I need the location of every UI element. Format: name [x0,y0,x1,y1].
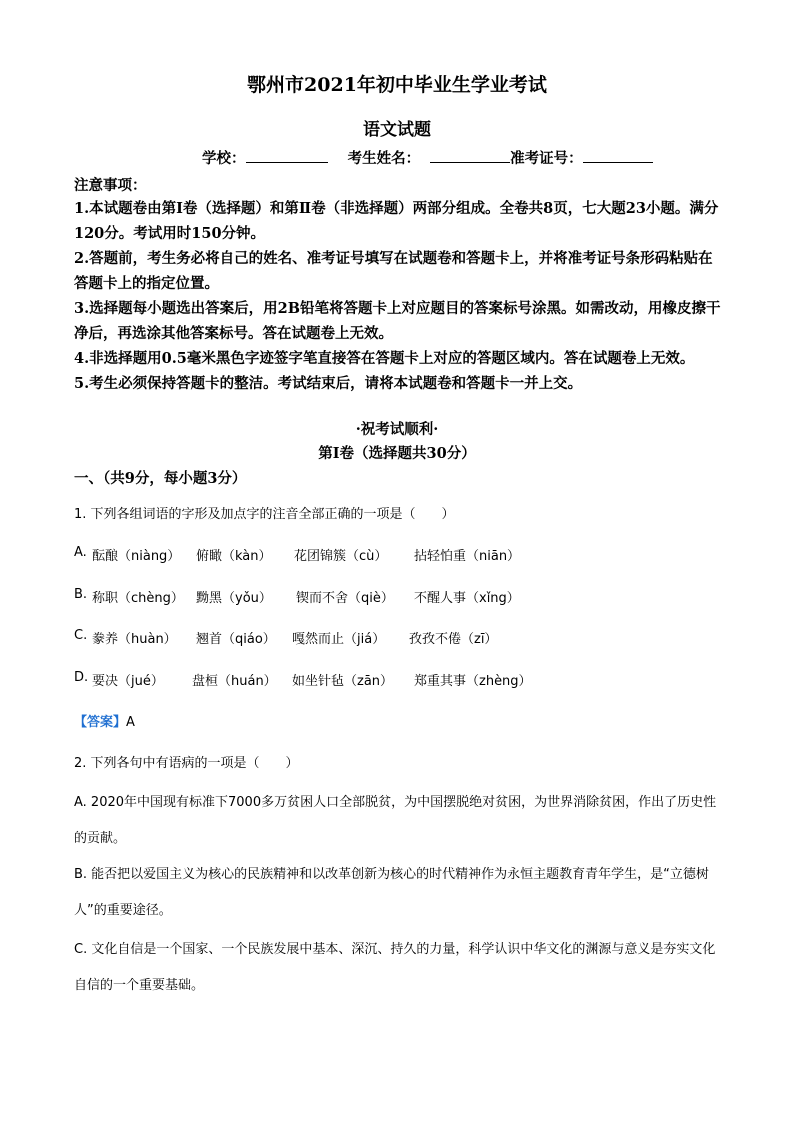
id-blank[interactable] [583,148,653,163]
exam-wish: ·祝考试顺利· [355,421,439,438]
option-word: 拈轻怕重（niān） [414,549,521,564]
option-word: 要决（jué） [92,674,164,689]
candidate-info-line [202,147,653,168]
name-blank[interactable] [430,148,510,163]
question-1-option-c [74,628,724,646]
option-word: 锲而不舍（qiè） [296,591,394,606]
question-1-answer [74,711,135,730]
notes-heading: 注意事项： [74,177,147,194]
note-item: 5.考生必须保持答题卡的整洁。考试结束后，请将本试题卷和答题卡一并上交。 [74,375,583,392]
option-word: 豢养（huàn） [92,632,177,647]
option-label: C. [74,628,88,643]
option-word: 如坐针毡（zān） [292,674,394,689]
option-word: 俯瞰（kàn） [196,549,272,564]
exam-subtitle: 语文试题 [363,120,431,140]
option-label: B. [74,587,88,602]
answer-tag: 【答案】 [74,715,127,730]
exam-title: 鄂州市2021年初中毕业生学业考试 [247,74,547,96]
school-blank[interactable] [246,148,328,163]
option-word: 花团锦簇（cù） [294,549,388,564]
option-word: 翘首（qiáo） [196,632,276,647]
question-2-option-c: C. 文化自信是一个国家、一个民族发展中基本、深沉、持久的力量，科学认识中华文化的渊源与意义是夯实文化自信的一个重要基础。 [74,942,716,993]
question-2-option-b: B. 能否把以爱国主义为核心的民族精神和以改革创新为核心的时代精神作为永恒主题教育青年学生，是“立德树人”的重要途径。 [74,867,709,918]
option-word: 嘎然而止（jiá） [292,632,386,647]
option-word: 称职（chèng） [92,591,184,606]
question-1-option-b [74,587,724,605]
question-2-stem: 2. 下列各句中有语病的一项是（ ） [74,756,299,771]
question-1-option-d [74,670,724,688]
question-1-stem: 1. 下列各组词语的字形及加点字的注音全部正确的一项是（ ） [74,507,455,522]
note-item: 1.本试题卷由第Ⅰ卷（选择题）和第Ⅱ卷（非选择题）两部分组成。全卷共8页，七大题23小题。满分120分。考试用时150分钟。 [74,200,719,242]
option-word: 黝黑（yǒu） [196,591,272,606]
note-item: 4.非选择题用0.5毫米黑色字迹签字笔直接答在答题卡上对应的答题区域内。答在试题卷上无效。 [74,350,695,367]
notes-list [74,196,724,396]
school-label: 学校： [202,150,246,167]
option-word: 郑重其事（zhèng） [414,674,532,689]
answer-value: A [126,715,135,730]
option-word: 酝酿（niàng） [92,549,181,564]
option-label: D. [74,670,89,685]
option-word: 盘桓（huán） [192,674,277,689]
volume-title: 第Ⅰ卷（选择题共30分） [318,445,476,462]
option-label: A. [74,545,87,560]
option-word: 孜孜不倦（zī） [409,632,498,647]
question-1-option-a [74,545,724,563]
option-word: 不醒人事（xǐng） [414,591,520,606]
note-item: 2.答题前，考生务必将自己的姓名、准考证号填写在试题卷和答题卡上，并将准考证号条形码粘贴在答题卡上的指定位置。 [74,250,713,292]
name-label: 考生姓名： [347,150,421,167]
note-item: 3.选择题每小题选出答案后，用2B铅笔将答题卡上对应题目的答案标号涂黑。如需改动，用橡皮擦干净后，再选涂其他答案标号。答在试题卷上无效。 [74,300,721,342]
question-2-option-a: A. 2020年中国现有标准下7000多万贫困人口全部脱贫，为中国摆脱绝对贫困，为世界消除贫困，作出了历史性的贡献。 [74,795,717,846]
id-label: 准考证号： [510,150,583,167]
section-heading: 一、（共9分，每小题3分） [74,470,247,487]
